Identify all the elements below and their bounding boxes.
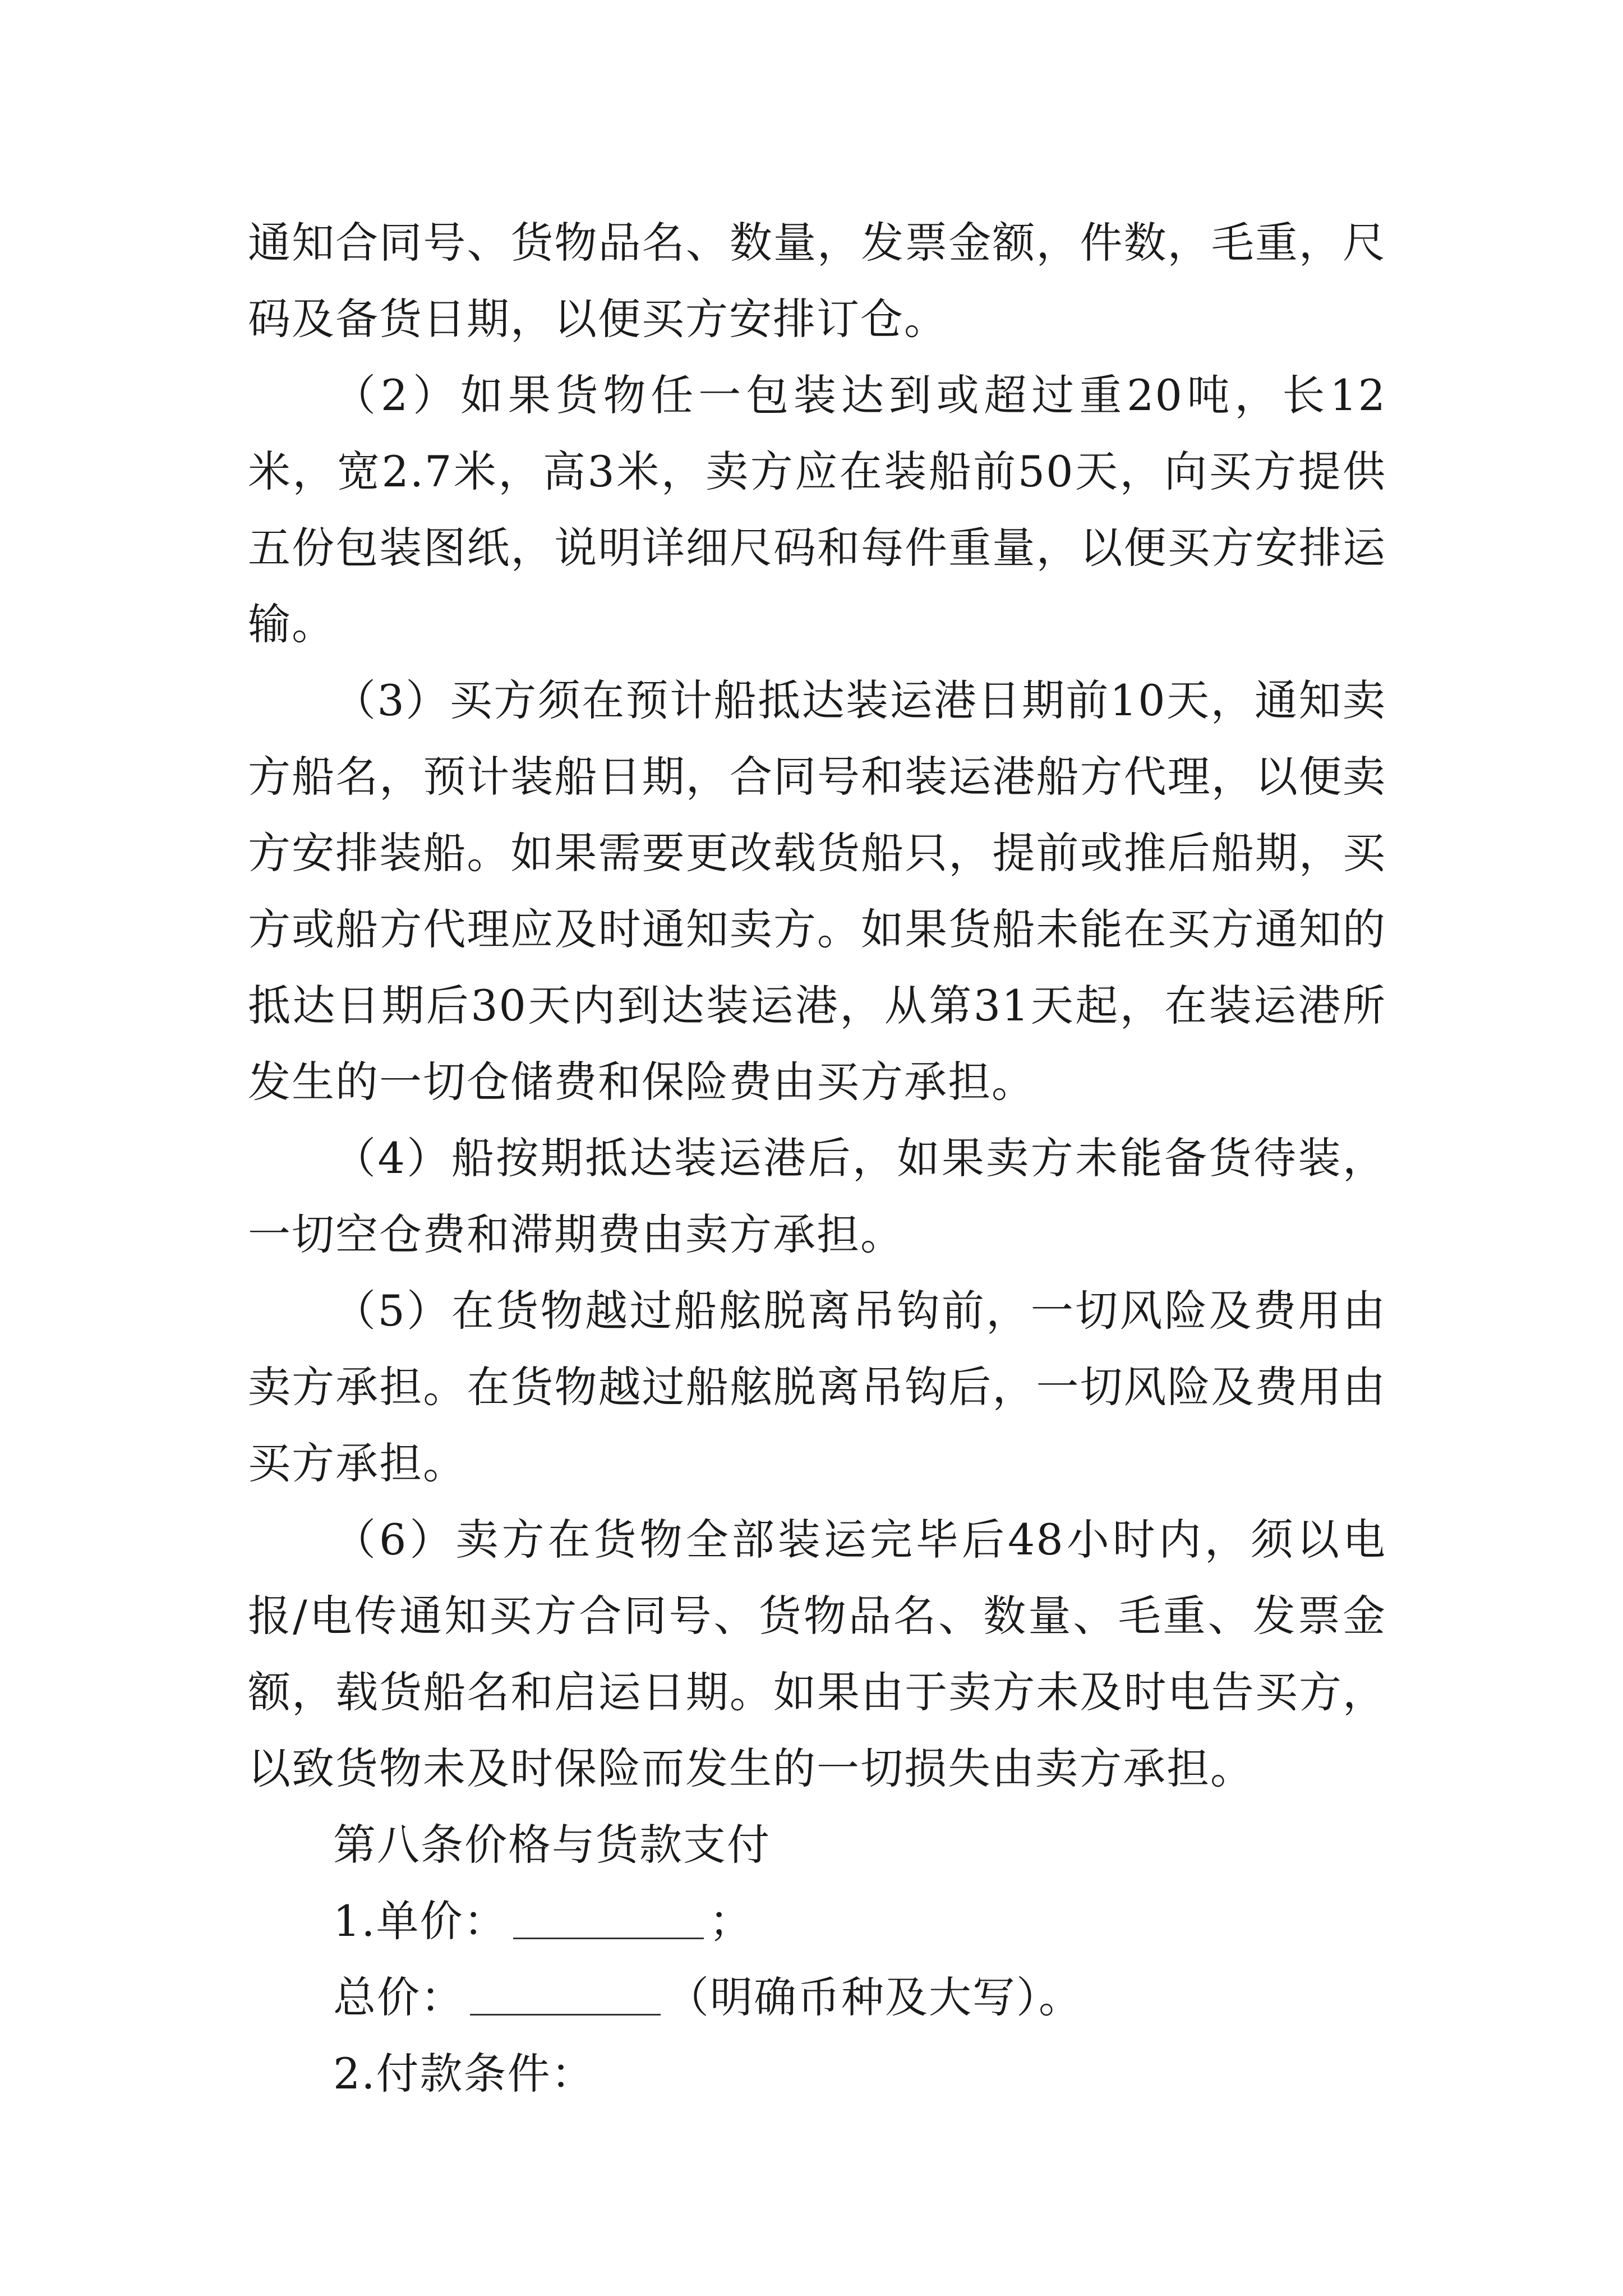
paragraph-item-3: （3）买方须在预计船抵达装运港日期前10天，通知卖方船名，预计装船日期，合同号和装运港船方代理，以便卖方安排装船。如果需要更改载货船只，提前或推后船期，买方或船方代理应及时通知卖方。如果货船未能在买方通知的抵达日期后30天内到达装运港，从第31天起，在装运港所发生的一切仓储费和保险费由买方承担。 <box>248 675 1386 1107</box>
unit-price-blank[interactable] <box>513 1893 704 1939</box>
payment-terms-label: 2.付款条件： <box>333 2049 595 2099</box>
paragraph-continuation: 通知合同号、货物品名、数量，发票金额，件数，毛重，尺码及备货日期，以便买方安排订仓。 <box>248 218 1386 344</box>
unit-price-line <box>248 1883 1386 1959</box>
paragraph-item-4: （4）船按期抵达装运港后，如果卖方未能备货待装，一切空仓费和滞期费由卖方承担。 <box>248 1133 1386 1259</box>
total-price-line <box>248 1959 1386 2036</box>
paragraph-item-2: （2）如果货物任一包装达到或超过重20吨，长12米，宽2.7米，高3米，卖方应在装船前50天，向买方提供五份包装图纸，说明详细尺码和每件重量，以便买方安排运输。 <box>248 370 1386 649</box>
paragraph-item-6: （6）卖方在货物全部装运完毕后48小时内，须以电报/电传通知买方合同号、货物品名、数量、毛重、发票金额，载货船名和启运日期。如果由于卖方未及时电告买方，以致货物未及时保险而发生的一切损失由卖方承担。 <box>248 1515 1386 1793</box>
paragraph-item-5: （5）在货物越过船舷脱离吊钩前，一切风险及费用由卖方承担。在货物越过船舷脱离吊钩后，一切风险及费用由买方承担。 <box>248 1286 1386 1488</box>
article-heading: 第八条价格与货款支付 <box>333 1820 771 1870</box>
document-body <box>248 205 1386 2112</box>
total-price-label: 总价： <box>333 1972 464 2022</box>
total-price-blank[interactable] <box>470 1969 661 2016</box>
unit-price-label: 1.单价： <box>333 1896 508 1946</box>
total-price-note: （明确币种及大写）。 <box>666 1972 1082 2022</box>
unit-price-end: ； <box>709 1896 753 1946</box>
